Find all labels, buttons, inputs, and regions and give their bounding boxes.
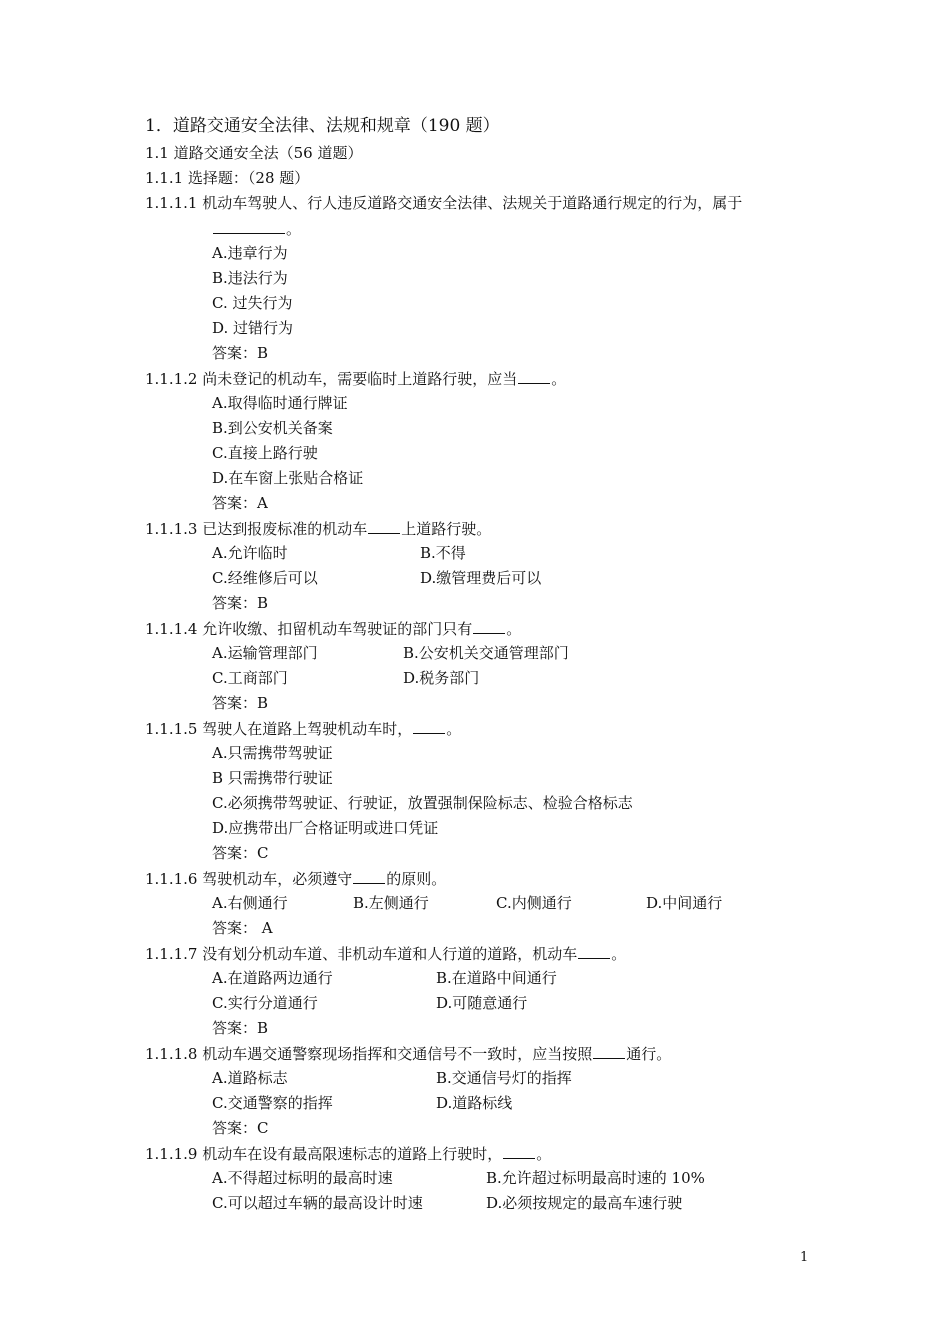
question-4-stem [145,618,521,639]
option: B.违法行为 [212,269,288,287]
option: C.直接上路行驶 [212,444,318,462]
option: C.实行分道通行 [212,994,318,1012]
option: C.可以超过车辆的最高设计时速 [212,1194,423,1212]
question-text-tail: 。 [286,220,302,238]
answer-blank [473,618,505,634]
question-text: 驾驶机动车，必须遵守 [202,870,353,888]
option: B.左侧通行 [353,894,429,912]
question-text-tail: 。 [611,945,627,963]
option: A.不得超过标明的最高时速 [212,1169,393,1187]
question-number: 1.1.1.8 [145,1045,198,1063]
option: D.在车窗上张贴合格证 [212,469,364,487]
answer-line: 答案：B [212,344,269,362]
answer-blank [353,868,385,884]
option: B.不得 [420,544,466,562]
option: D.税务部门 [403,669,480,687]
question-number: 1.1.1.1 [145,194,198,212]
option: A.允许临时 [212,544,288,562]
question-text: 允许收缴、扣留机动车驾驶证的部门只有 [202,620,473,638]
question-text: 机动车驾驶人、行人违反道路交通安全法律、法规关于道路通行规定的行为，属于 [202,194,743,212]
answer-line: 答案： A [212,919,273,937]
option: A.运输管理部门 [212,644,318,662]
option: A.右侧通行 [212,894,288,912]
question-text: 没有划分机动车道、非机动车道和人行道的道路，机动车 [202,945,578,963]
question-text-tail: 上道路行驶。 [401,520,492,538]
heading-level-2: 1.1 道路交通安全法（56 道题） [145,144,363,162]
option: D.中间通行 [646,894,723,912]
answer-blank [593,1043,625,1059]
question-text: 机动车遇交通警察现场指挥和交通信号不一致时，应当按照 [202,1045,593,1063]
question-6-stem [145,868,446,889]
heading-level-1: 1．道路交通安全法律、法规和规章（190 题） [145,116,500,136]
question-text-tail: 。 [446,720,462,738]
option: C.交通警察的指挥 [212,1094,333,1112]
answer-line: 答案：C [212,1119,269,1137]
option: D.缴管理费后可以 [420,569,542,587]
question-number: 1.1.1.2 [145,370,198,388]
option: A.道路标志 [212,1069,288,1087]
option: D. 过错行为 [212,319,294,337]
option: D.必须按规定的最高车速行驶 [486,1194,683,1212]
option: C.内侧通行 [496,894,572,912]
answer-line: 答案：B [212,1019,269,1037]
option: C.工商部门 [212,669,288,687]
question-3-stem [145,518,491,539]
question-number: 1.1.1.7 [145,945,198,963]
answer-blank [503,1143,535,1159]
question-text: 机动车在设有最高限速标志的道路上行驶时， [202,1145,503,1163]
answer-line: 答案：B [212,694,269,712]
question-number: 1.1.1.9 [145,1145,198,1163]
question-5-stem [145,718,461,739]
question-text: 已达到报废标准的机动车 [202,520,368,538]
option: C.必须携带驾驶证、行驶证，放置强制保险标志、检验合格标志 [212,794,633,812]
option: D.应携带出厂合格证明或进口凭证 [212,819,439,837]
answer-blank [578,943,610,959]
option: D.可随意通行 [436,994,528,1012]
question-8-stem [145,1043,671,1064]
question-text: 驾驶人在道路上驾驶机动车时， [202,720,413,738]
option: D.道路标线 [436,1094,513,1112]
question-number: 1.1.1.5 [145,720,198,738]
answer-blank [213,218,285,234]
answer-blank [518,368,550,384]
option: B.到公安机关备案 [212,419,333,437]
option: A.只需携带驾驶证 [212,744,333,762]
option: B.允许超过标明最高时速的 10% [486,1169,705,1187]
option: A.在道路两边通行 [212,969,333,987]
question-text-tail: 。 [551,370,567,388]
question-9-stem [145,1143,551,1164]
question-text-tail: 通行。 [626,1045,672,1063]
question-number: 1.1.1.4 [145,620,198,638]
option: C.经维修后可以 [212,569,318,587]
question-text-tail: 。 [536,1145,552,1163]
question-text: 尚未登记的机动车，需要临时上道路行驶，应当 [202,370,518,388]
question-1-stem-continued [212,218,301,239]
answer-blank [368,518,400,534]
option: B.交通信号灯的指挥 [436,1069,572,1087]
answer-line: 答案：B [212,594,269,612]
option: B.在道路中间通行 [436,969,557,987]
option: A.取得临时通行牌证 [212,394,348,412]
heading-level-3: 1.1.1 选择题：（28 题） [145,169,310,187]
answer-blank [413,718,445,734]
question-text-tail: 的原则。 [386,870,447,888]
question-2-stem [145,368,566,389]
question-number: 1.1.1.3 [145,520,198,538]
question-number: 1.1.1.6 [145,870,198,888]
option: B.公安机关交通管理部门 [403,644,569,662]
option: B 只需携带行驶证 [212,769,333,787]
question-7-stem [145,943,626,964]
answer-line: 答案：C [212,844,269,862]
question-1-stem [145,193,742,213]
option: A.违章行为 [212,244,288,262]
page-number: 1 [800,1250,809,1265]
question-text-tail: 。 [506,620,522,638]
answer-line: 答案：A [212,494,268,512]
option: C. 过失行为 [212,294,293,312]
